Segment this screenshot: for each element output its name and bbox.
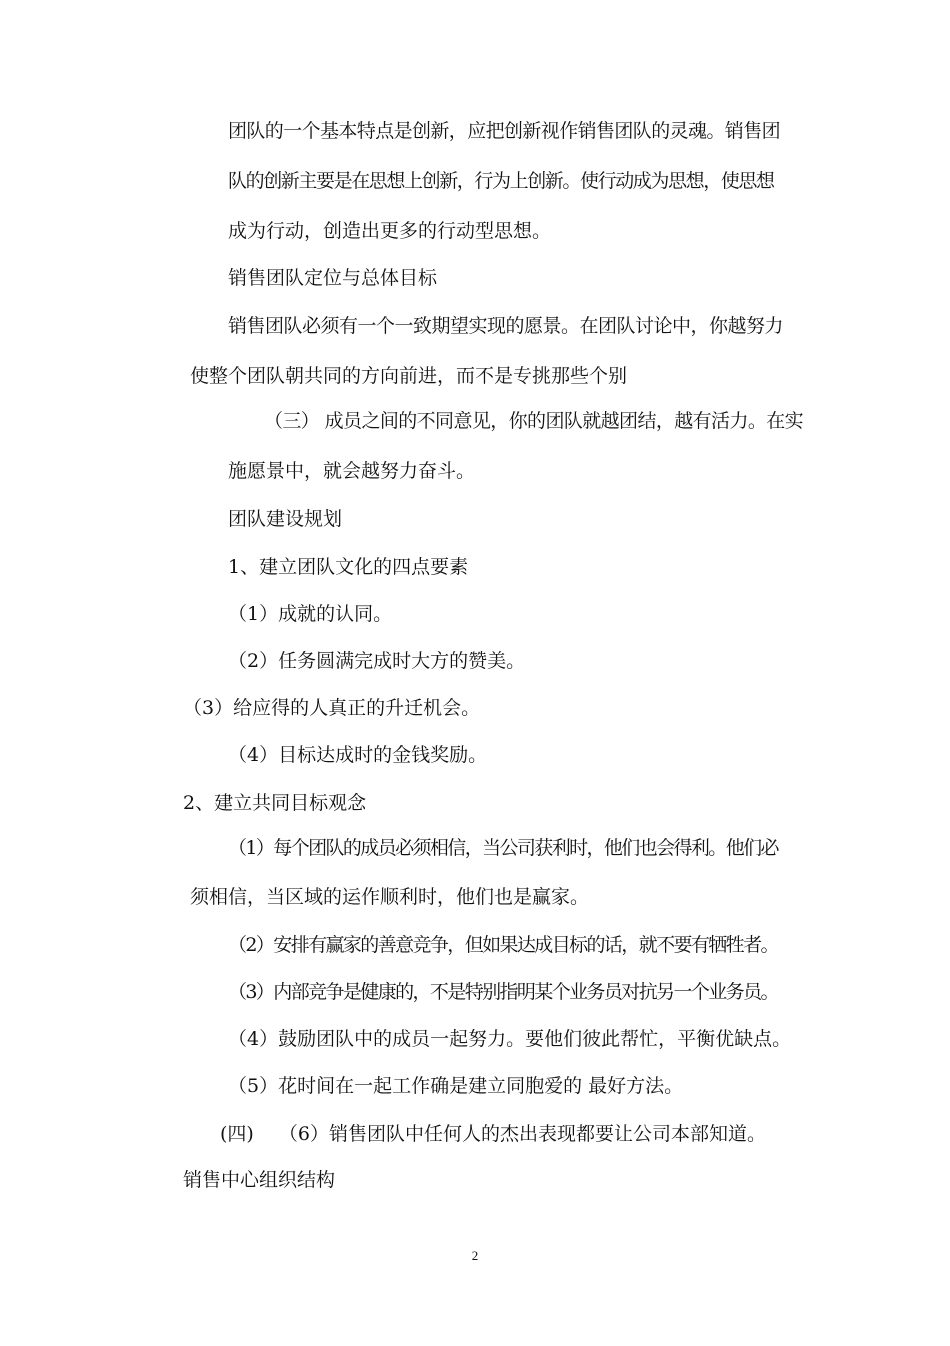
list-heading: 2、建立共同目标观念 bbox=[183, 792, 367, 814]
list-item: （2）任务圆满完成时大方的赞美。 bbox=[228, 650, 526, 672]
body-line: 团队的一个基本特点是创新，应把创新视作销售团队的灵魂。销售团 bbox=[228, 120, 781, 142]
list-item: （4）鼓励团队中的成员一起努力。要他们彼此帮忙，平衡优缺点。 bbox=[228, 1028, 792, 1050]
list-item: （3）内部竞争是健康的，不是特别指明某个业务员对抗另一个业务员。 bbox=[228, 981, 778, 1003]
list-item: （2）安排有赢家的善意竞争，但如果达成目标的话，就不要有牺牲者。 bbox=[228, 934, 778, 956]
body-line: （三） 成员之间的不同意见，你的团队就越团结，越有活力。在实 bbox=[264, 410, 804, 432]
body-line: 施愿景中，就会越努力奋斗。 bbox=[228, 460, 476, 482]
list-item: （1）成就的认同。 bbox=[228, 603, 393, 625]
section-heading: 销售中心组织结构 bbox=[183, 1169, 336, 1191]
list-item: （4）目标达成时的金钱奖励。 bbox=[228, 744, 488, 766]
body-line: 队的创新主要是在思想上创新，行为上创新。使行动成为思想，使思想 bbox=[228, 170, 774, 192]
list-item: （3）给应得的人真正的升迁机会。 bbox=[183, 697, 481, 719]
body-line: 使整个团队朝共同的方向前进，而不是专挑那些个别 bbox=[190, 365, 628, 387]
list-item: (四) （6）销售团队中任何人的杰出表现都要让公司本部知道。 bbox=[220, 1123, 766, 1145]
list-heading: 1、建立团队文化的四点要素 bbox=[228, 556, 469, 578]
section-heading: 团队建设规划 bbox=[228, 508, 343, 530]
list-item: （5）花时间在一起工作确是建立同胞爱的 最好方法。 bbox=[228, 1075, 684, 1097]
list-item: 须相信，当区域的运作顺利时，他们也是赢家。 bbox=[190, 886, 590, 908]
body-line: 成为行动，创造出更多的行动型思想。 bbox=[228, 220, 552, 242]
page-number: 2 bbox=[471, 1248, 479, 1263]
section-heading: 销售团队定位与总体目标 bbox=[228, 267, 438, 289]
list-item: （1）每个团队的成员必须相信，当公司获利时，他们也会得利。他们必 bbox=[228, 837, 778, 859]
body-line: 销售团队必须有一个一致期望实现的愿景。在团队讨论中，你越努力 bbox=[228, 315, 784, 337]
